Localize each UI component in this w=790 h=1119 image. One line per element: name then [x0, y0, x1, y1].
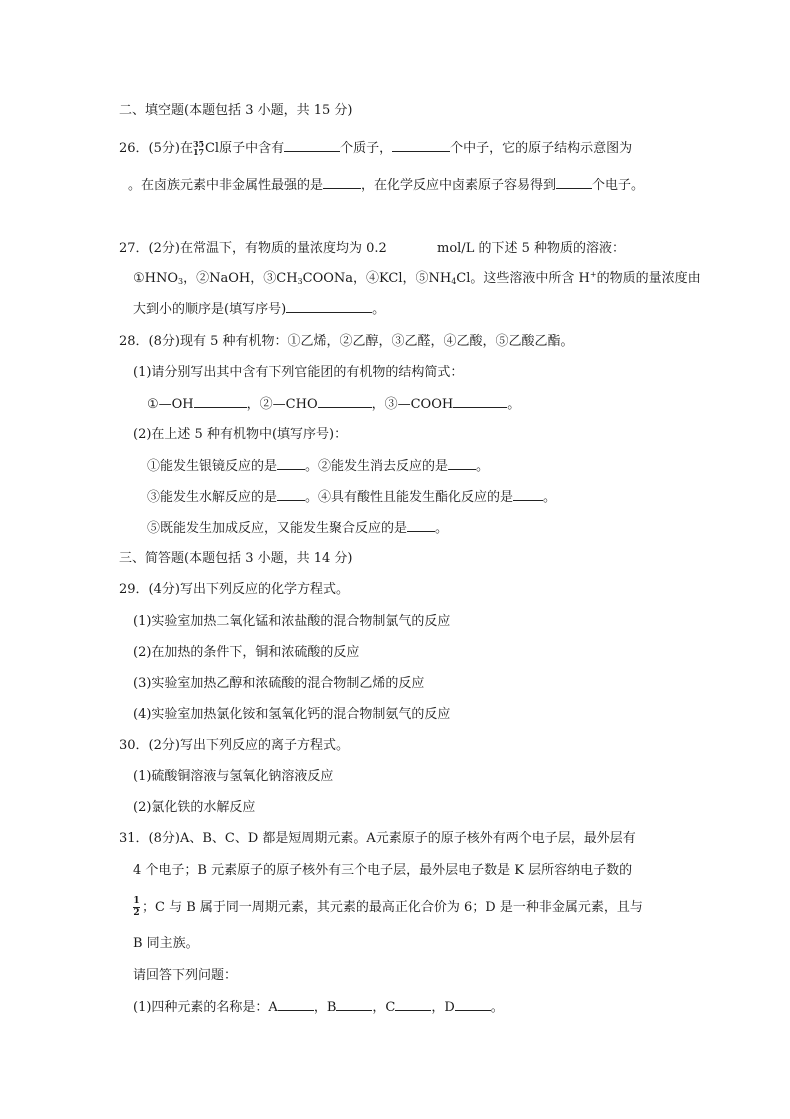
q27-line3: [133, 300, 385, 319]
q26-line2-a: 。在卤族元素中非金属性最强的是: [128, 178, 324, 193]
q27-line2: $①HNO_3$，②NaOH，$③CH_3COONa$，④KCl，$⑤NH_4Cl$。这些溶液中所含 H+的物质的量浓度由: [133, 270, 701, 286]
q29-item-2: (2)在加热的条件下，铜和浓硫酸的反应: [133, 645, 360, 660]
q28-sub1: (1)请分别写出其中含有下列官能团的有机物的结构简式：: [133, 365, 464, 380]
q27-line3-b: 。: [372, 302, 386, 317]
q28-groups: ①—OH ，②—CHO ，③—COOH 。: [147, 397, 521, 412]
q28-group-oh: ①—OH: [147, 397, 194, 412]
q28-blank-hydrolysis[interactable]: [277, 488, 305, 501]
q26-text-b: 个质子，: [340, 141, 393, 156]
q26-line2: [128, 176, 644, 195]
q30-item-1: (1)硫酸铜溶液与氢氧化钠溶液反应: [133, 769, 334, 784]
q31-blank-a[interactable]: [278, 998, 314, 1011]
q26-blank-strongest-nonmetal[interactable]: [323, 176, 361, 189]
q30-title: 30．(2分)写出下列反应的离子方程式。: [119, 738, 349, 753]
one-half-fraction: $\frac{1}{2}$: [133, 896, 140, 918]
q31-blank-c[interactable]: [395, 998, 431, 1011]
q31-line3: $\frac{1}{2}$ ；C 与 B 属于同一周期元素，其元素的最高正化合价为 6；D 是一种非金属元素，且与: [133, 896, 643, 918]
q26-text-a: 原子中含有: [219, 141, 285, 156]
q28-blank-elimination[interactable]: [448, 457, 476, 470]
q31-blank-b[interactable]: [336, 998, 372, 1011]
section-fill-in-title: 二、填空题(本题包括 3 小题，共 15 分): [119, 103, 353, 118]
q28-blank-silver-mirror[interactable]: [277, 457, 305, 470]
q31-line2: 4 个电子；B 元素原子的原子核外有三个电子层，最外层电子数是 K 层所容纳电子数的: [133, 863, 633, 878]
q28-item1: ①能发生银镜反应的是 。②能发生消去反应的是 。: [147, 459, 490, 474]
q28-blank-cooh[interactable]: [453, 395, 507, 408]
q26-blank-electrons[interactable]: [556, 176, 592, 189]
q26-text-c: 个中子，它的原子结构示意图为: [450, 141, 633, 156]
q30-item-2: (2)氯化铁的水解反应: [133, 800, 256, 815]
q26-line2-c: 个电子。: [592, 178, 645, 193]
q31-sub1: (1)四种元素的名称是：A ，B ，C ，D 。: [133, 1000, 504, 1015]
q29-item-4: (4)实验室加热氯化铵和氢氧化钙的混合物制氨气的反应: [133, 707, 451, 722]
q28-blank-oh[interactable]: [194, 395, 247, 408]
q26-element: Cl: [204, 141, 220, 156]
q27-line3-a: 大到小的顺序是(填写序号): [133, 302, 287, 317]
q29-item-3: (3)实验室加热乙醇和浓硫酸的混合物制乙烯的反应: [133, 676, 425, 691]
q26-line2-b: ，在化学反应中卤素原子容易得到: [361, 178, 557, 193]
q28-group-cooh: ，③—COOH: [371, 397, 454, 412]
q28-blank-esterification[interactable]: [513, 488, 543, 501]
q26-blank-protons[interactable]: [284, 139, 340, 152]
q27-line1b: mol/L 的下述 5 种物质的溶液：: [437, 241, 625, 256]
q28-blank-cho[interactable]: [318, 395, 372, 408]
q31-line1: 31．(8分)A、B、C、D 都是短周期元素。A元素原子的原子核外有两个电子层，最外层有: [119, 831, 636, 846]
chlorine-nuclide-symbol: 35 17: [192, 138, 205, 157]
q26-blank-neutrons[interactable]: [392, 139, 450, 152]
q27-line1a: 27．(2分)在常温下，有物质的量浓度均为 0.2: [119, 241, 387, 256]
q28-item2: ③能发生水解反应的是 。④具有酸性且能发生酯化反应的是 。: [147, 490, 557, 505]
section-short-answer-title: 三、简答题(本题包括 3 小题，共 14 分): [119, 551, 353, 566]
q28-blank-polymerization[interactable]: [407, 519, 435, 532]
q28-group-cho: ，②—CHO: [246, 397, 318, 412]
q28-line1: 28．(8分)现有 5 种有机物：①乙烯，②乙醇，③乙醛，④乙酸，⑤乙酸乙酯。: [119, 334, 574, 349]
q28-item3: ⑤既能发生加成反应，又能发生聚合反应的是 。: [147, 521, 449, 536]
q29-title: 29．(4分)写出下列反应的化学方程式。: [119, 582, 349, 597]
q31-prompt: 请回答下列问题：: [133, 968, 238, 983]
q29-item-1: (1)实验室加热二氧化锰和浓盐酸的混合物制氯气的反应: [133, 614, 451, 629]
q26-prefix: 26．(5分)在: [119, 141, 193, 156]
q26-line1: [119, 139, 632, 158]
q31-blank-d[interactable]: [455, 998, 491, 1011]
q27-blank-order[interactable]: [286, 300, 372, 313]
q31-line4: B 同主族。: [133, 936, 199, 951]
q28-sub2: (2)在上述 5 种有机物中(填写序号)：: [133, 427, 348, 442]
